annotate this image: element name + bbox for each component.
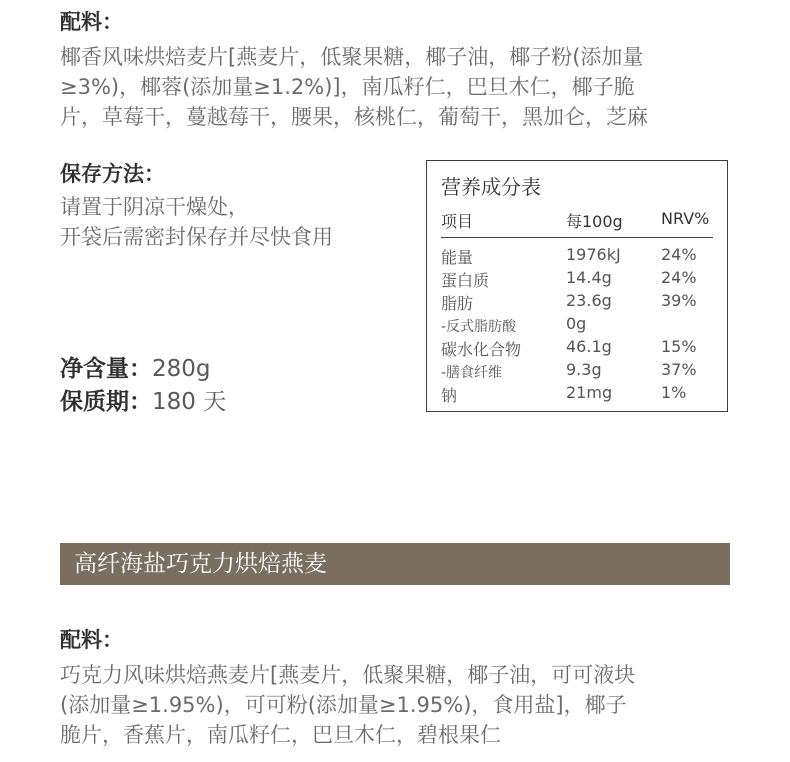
- ingredients-label-2: 配料：: [60, 628, 123, 652]
- header-nrv: NRV%: [661, 209, 710, 228]
- nutrition-table: [426, 160, 728, 412]
- row-nrv: 37%: [661, 360, 697, 379]
- row-nrv: 15%: [661, 337, 697, 356]
- row-per100g: 1976kJ: [566, 245, 621, 264]
- row-nrv: 24%: [661, 245, 697, 264]
- storage-label: 保存方法：: [60, 162, 165, 186]
- table-row: [427, 314, 727, 336]
- product-title: 高纤海盐巧克力烘焙燕麦: [74, 551, 327, 577]
- row-item: 蛋白质: [441, 271, 490, 290]
- ingredients-line: (添加量≥1.95%)，可可粉(添加量≥1.95%)，食用盐]，椰子: [60, 693, 627, 717]
- nutrition-table-title: 营养成分表: [441, 175, 541, 199]
- shelf-life-label: 保质期：: [60, 389, 152, 415]
- table-row: [427, 360, 727, 382]
- table-row: [427, 268, 727, 290]
- row-item: -膳食纤维: [441, 365, 503, 381]
- storage-line: 开袋后需密封保存并尽快食用: [60, 225, 333, 249]
- row-per100g: 23.6g: [566, 291, 612, 310]
- row-per100g: 46.1g: [566, 337, 612, 356]
- row-per100g: 21mg: [566, 383, 613, 402]
- table-row: [427, 337, 727, 359]
- row-nrv: 24%: [661, 268, 697, 287]
- ingredients-line: 椰香风味烘焙麦片[燕麦片，低聚果糖，椰子油，椰子粉(添加量: [60, 45, 644, 69]
- table-divider: [441, 237, 713, 238]
- row-item: 钠: [441, 386, 458, 405]
- table-row: [427, 291, 727, 313]
- header-per100g: 每100g: [566, 212, 623, 231]
- net-content-value: 280g: [152, 356, 211, 382]
- net-content-label: 净含量：: [60, 356, 152, 382]
- ingredients-line: 巧克力风味烘焙燕麦片[燕麦片，低聚果糖，椰子油，可可液块: [60, 663, 636, 687]
- row-item: -反式脂肪酸: [441, 319, 517, 335]
- row-nrv: 1%: [661, 383, 687, 402]
- row-per100g: 9.3g: [566, 360, 602, 379]
- storage-text: [60, 192, 333, 252]
- row-item: 能量: [441, 248, 474, 267]
- row-per100g: 0g: [566, 314, 587, 333]
- table-row: [427, 245, 727, 267]
- ingredients-line: 片，草莓干，蔓越莓干，腰果，核桃仁，葡萄干，黑加仑，芝麻: [60, 105, 648, 129]
- header-item: 项目: [441, 212, 474, 231]
- shelf-life-value: 180 天: [152, 389, 227, 415]
- product-title-banner: [60, 543, 730, 585]
- ingredients-line: ≥3%)，椰蓉(添加量≥1.2%)]，南瓜籽仁，巴旦木仁，椰子脆: [60, 75, 635, 99]
- net-content: [60, 353, 211, 385]
- row-item: 碳水化合物: [441, 340, 522, 359]
- ingredients-text: [60, 42, 750, 132]
- row-item: 脂肪: [441, 294, 474, 313]
- ingredients-text-2: [60, 660, 750, 750]
- row-nrv: 39%: [661, 291, 697, 310]
- table-row: [427, 383, 727, 405]
- storage-line: 请置于阴凉干燥处，: [60, 195, 249, 219]
- row-per100g: 14.4g: [566, 268, 612, 287]
- shelf-life: [60, 386, 226, 418]
- ingredients-line: 脆片，香蕉片，南瓜籽仁，巴旦木仁，碧根果仁: [60, 723, 501, 747]
- ingredients-label: 配料：: [60, 10, 123, 34]
